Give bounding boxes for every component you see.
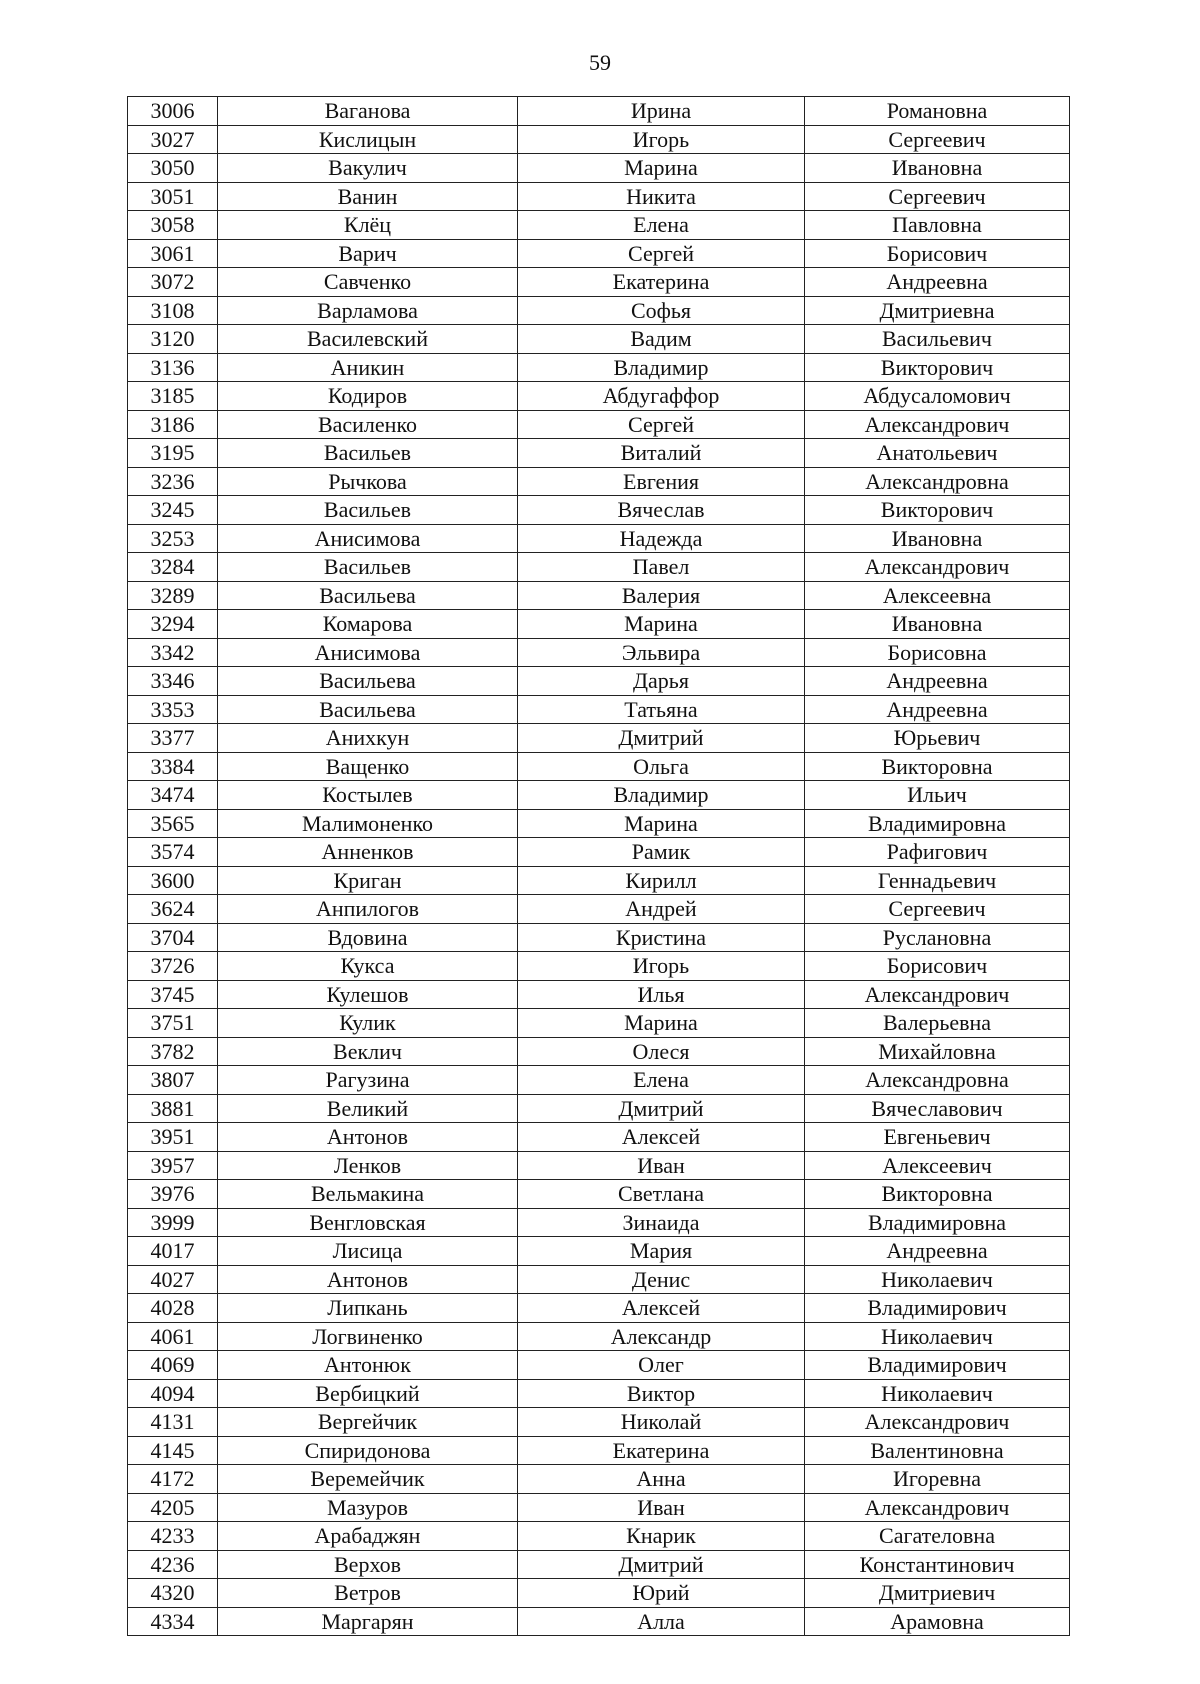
first-name-cell: Марина bbox=[518, 809, 805, 838]
last-name-cell: Великий bbox=[218, 1094, 518, 1123]
patronymic-cell: Александрович bbox=[805, 980, 1070, 1009]
row-id-cell: 3745 bbox=[128, 980, 218, 1009]
last-name-cell: Варич bbox=[218, 239, 518, 268]
last-name-cell: Логвиненко bbox=[218, 1322, 518, 1351]
first-name-cell: Сергей bbox=[518, 239, 805, 268]
last-name-cell: Клёц bbox=[218, 211, 518, 240]
first-name-cell: Кнарик bbox=[518, 1522, 805, 1551]
first-name-cell: Владимир bbox=[518, 781, 805, 810]
patronymic-cell: Юрьевич bbox=[805, 724, 1070, 753]
table-row bbox=[128, 1322, 1070, 1351]
table-row bbox=[128, 1550, 1070, 1579]
first-name-cell: Абдугаффор bbox=[518, 382, 805, 411]
first-name-cell: Сергей bbox=[518, 410, 805, 439]
table-row bbox=[128, 667, 1070, 696]
last-name-cell: Ваганова bbox=[218, 97, 518, 126]
last-name-cell: Кодиров bbox=[218, 382, 518, 411]
last-name-cell: Веклич bbox=[218, 1037, 518, 1066]
first-name-cell: Илья bbox=[518, 980, 805, 1009]
row-id-cell: 3574 bbox=[128, 838, 218, 867]
last-name-cell: Рагузина bbox=[218, 1066, 518, 1095]
last-name-cell: Веремейчик bbox=[218, 1465, 518, 1494]
table-row bbox=[128, 895, 1070, 924]
first-name-cell: Марина bbox=[518, 610, 805, 639]
first-name-cell: Эльвира bbox=[518, 638, 805, 667]
row-id-cell: 3120 bbox=[128, 325, 218, 354]
table-row bbox=[128, 524, 1070, 553]
row-id-cell: 4233 bbox=[128, 1522, 218, 1551]
table-row bbox=[128, 1237, 1070, 1266]
first-name-cell: Мария bbox=[518, 1237, 805, 1266]
table-row bbox=[128, 581, 1070, 610]
patronymic-cell: Валентиновна bbox=[805, 1436, 1070, 1465]
last-name-cell: Арабаджян bbox=[218, 1522, 518, 1551]
row-id-cell: 4028 bbox=[128, 1294, 218, 1323]
patronymic-cell: Игоревна bbox=[805, 1465, 1070, 1494]
first-name-cell: Олеся bbox=[518, 1037, 805, 1066]
first-name-cell: Рамик bbox=[518, 838, 805, 867]
last-name-cell: Ленков bbox=[218, 1151, 518, 1180]
patronymic-cell: Андреевна bbox=[805, 695, 1070, 724]
patronymic-cell: Павловна bbox=[805, 211, 1070, 240]
table-row bbox=[128, 1408, 1070, 1437]
last-name-cell: Маргарян bbox=[218, 1607, 518, 1636]
first-name-cell: Марина bbox=[518, 154, 805, 183]
table-row bbox=[128, 638, 1070, 667]
table-row bbox=[128, 752, 1070, 781]
first-name-cell: Кирилл bbox=[518, 866, 805, 895]
row-id-cell: 4017 bbox=[128, 1237, 218, 1266]
first-name-cell: Владимир bbox=[518, 353, 805, 382]
last-name-cell: Анисимова bbox=[218, 524, 518, 553]
table-row bbox=[128, 809, 1070, 838]
patronymic-cell: Дмитриевич bbox=[805, 1579, 1070, 1608]
last-name-cell: Анненков bbox=[218, 838, 518, 867]
patronymic-cell: Александрович bbox=[805, 1408, 1070, 1437]
row-id-cell: 3474 bbox=[128, 781, 218, 810]
first-name-cell: Елена bbox=[518, 211, 805, 240]
first-name-cell: Игорь bbox=[518, 125, 805, 154]
table-row bbox=[128, 695, 1070, 724]
first-name-cell: Павел bbox=[518, 553, 805, 582]
first-name-cell: Алексей bbox=[518, 1123, 805, 1152]
first-name-cell: Екатерина bbox=[518, 268, 805, 297]
first-name-cell: Дмитрий bbox=[518, 724, 805, 753]
row-id-cell: 3136 bbox=[128, 353, 218, 382]
first-name-cell: Игорь bbox=[518, 952, 805, 981]
last-name-cell: Ванин bbox=[218, 182, 518, 211]
patronymic-cell: Андреевна bbox=[805, 268, 1070, 297]
row-id-cell: 3195 bbox=[128, 439, 218, 468]
row-id-cell: 3186 bbox=[128, 410, 218, 439]
table-row bbox=[128, 1009, 1070, 1038]
row-id-cell: 3624 bbox=[128, 895, 218, 924]
row-id-cell: 3294 bbox=[128, 610, 218, 639]
last-name-cell: Василенко bbox=[218, 410, 518, 439]
row-id-cell: 3284 bbox=[128, 553, 218, 582]
table-row bbox=[128, 1294, 1070, 1323]
row-id-cell: 3050 bbox=[128, 154, 218, 183]
last-name-cell: Комарова bbox=[218, 610, 518, 639]
table-row bbox=[128, 353, 1070, 382]
last-name-cell: Липкань bbox=[218, 1294, 518, 1323]
row-id-cell: 4145 bbox=[128, 1436, 218, 1465]
table-row bbox=[128, 410, 1070, 439]
last-name-cell: Кулик bbox=[218, 1009, 518, 1038]
row-id-cell: 3751 bbox=[128, 1009, 218, 1038]
last-name-cell: Антонов bbox=[218, 1265, 518, 1294]
table-row bbox=[128, 866, 1070, 895]
patronymic-cell: Сагателовна bbox=[805, 1522, 1070, 1551]
first-name-cell: Виталий bbox=[518, 439, 805, 468]
table-row bbox=[128, 1436, 1070, 1465]
patronymic-cell: Викторовна bbox=[805, 1180, 1070, 1209]
first-name-cell: Алла bbox=[518, 1607, 805, 1636]
patronymic-cell: Ивановна bbox=[805, 154, 1070, 183]
row-id-cell: 4172 bbox=[128, 1465, 218, 1494]
row-id-cell: 4131 bbox=[128, 1408, 218, 1437]
first-name-cell: Зинаида bbox=[518, 1208, 805, 1237]
first-name-cell: Вячеслав bbox=[518, 496, 805, 525]
patronymic-cell: Борисович bbox=[805, 239, 1070, 268]
last-name-cell: Василевский bbox=[218, 325, 518, 354]
row-id-cell: 4061 bbox=[128, 1322, 218, 1351]
first-name-cell: Виктор bbox=[518, 1379, 805, 1408]
first-name-cell: Дмитрий bbox=[518, 1550, 805, 1579]
last-name-cell: Ващенко bbox=[218, 752, 518, 781]
table-row bbox=[128, 325, 1070, 354]
table-row bbox=[128, 1037, 1070, 1066]
row-id-cell: 3353 bbox=[128, 695, 218, 724]
first-name-cell: Юрий bbox=[518, 1579, 805, 1608]
last-name-cell: Мазуров bbox=[218, 1493, 518, 1522]
first-name-cell: Марина bbox=[518, 1009, 805, 1038]
first-name-cell: Валерия bbox=[518, 581, 805, 610]
last-name-cell: Савченко bbox=[218, 268, 518, 297]
patronymic-cell: Борисович bbox=[805, 952, 1070, 981]
last-name-cell: Антонов bbox=[218, 1123, 518, 1152]
table-row bbox=[128, 923, 1070, 952]
first-name-cell: Александр bbox=[518, 1322, 805, 1351]
first-name-cell: Дмитрий bbox=[518, 1094, 805, 1123]
row-id-cell: 3346 bbox=[128, 667, 218, 696]
first-name-cell: Надежда bbox=[518, 524, 805, 553]
table-row bbox=[128, 1123, 1070, 1152]
table-row bbox=[128, 296, 1070, 325]
last-name-cell: Венгловская bbox=[218, 1208, 518, 1237]
last-name-cell: Вербицкий bbox=[218, 1379, 518, 1408]
first-name-cell: Светлана bbox=[518, 1180, 805, 1209]
table-row bbox=[128, 182, 1070, 211]
row-id-cell: 3881 bbox=[128, 1094, 218, 1123]
last-name-cell: Анисимова bbox=[218, 638, 518, 667]
table-row bbox=[128, 724, 1070, 753]
last-name-cell: Вдовина bbox=[218, 923, 518, 952]
last-name-cell: Антонюк bbox=[218, 1351, 518, 1380]
last-name-cell: Васильева bbox=[218, 581, 518, 610]
patronymic-cell: Арамовна bbox=[805, 1607, 1070, 1636]
first-name-cell: Никита bbox=[518, 182, 805, 211]
patronymic-cell: Абдусаломович bbox=[805, 382, 1070, 411]
row-id-cell: 4069 bbox=[128, 1351, 218, 1380]
row-id-cell: 3957 bbox=[128, 1151, 218, 1180]
table-row bbox=[128, 1379, 1070, 1408]
table-row bbox=[128, 239, 1070, 268]
row-id-cell: 4027 bbox=[128, 1265, 218, 1294]
row-id-cell: 3236 bbox=[128, 467, 218, 496]
patronymic-cell: Викторович bbox=[805, 496, 1070, 525]
patronymic-cell: Ивановна bbox=[805, 610, 1070, 639]
patronymic-cell: Сергеевич bbox=[805, 895, 1070, 924]
patronymic-cell: Александрович bbox=[805, 410, 1070, 439]
patronymic-cell: Ивановна bbox=[805, 524, 1070, 553]
row-id-cell: 3051 bbox=[128, 182, 218, 211]
first-name-cell: Елена bbox=[518, 1066, 805, 1095]
table-row bbox=[128, 1465, 1070, 1494]
table-row bbox=[128, 439, 1070, 468]
first-name-cell: Татьяна bbox=[518, 695, 805, 724]
table-row bbox=[128, 838, 1070, 867]
last-name-cell: Вакулич bbox=[218, 154, 518, 183]
patronymic-cell: Андреевна bbox=[805, 667, 1070, 696]
row-id-cell: 3600 bbox=[128, 866, 218, 895]
first-name-cell: Иван bbox=[518, 1151, 805, 1180]
last-name-cell: Анпилогов bbox=[218, 895, 518, 924]
first-name-cell: Анна bbox=[518, 1465, 805, 1494]
table-row bbox=[128, 980, 1070, 1009]
row-id-cell: 4094 bbox=[128, 1379, 218, 1408]
patronymic-cell: Викторовна bbox=[805, 752, 1070, 781]
first-name-cell: Денис bbox=[518, 1265, 805, 1294]
last-name-cell: Васильева bbox=[218, 695, 518, 724]
first-name-cell: Софья bbox=[518, 296, 805, 325]
row-id-cell: 3006 bbox=[128, 97, 218, 126]
patronymic-cell: Андреевна bbox=[805, 1237, 1070, 1266]
first-name-cell: Андрей bbox=[518, 895, 805, 924]
first-name-cell: Вадим bbox=[518, 325, 805, 354]
patronymic-cell: Евгеньевич bbox=[805, 1123, 1070, 1152]
patronymic-cell: Николаевич bbox=[805, 1265, 1070, 1294]
last-name-cell: Варламова bbox=[218, 296, 518, 325]
row-id-cell: 3253 bbox=[128, 524, 218, 553]
first-name-cell: Екатерина bbox=[518, 1436, 805, 1465]
first-name-cell: Николай bbox=[518, 1408, 805, 1437]
patronymic-cell: Николаевич bbox=[805, 1322, 1070, 1351]
patronymic-cell: Ильич bbox=[805, 781, 1070, 810]
patronymic-cell: Сергеевич bbox=[805, 182, 1070, 211]
first-name-cell: Ирина bbox=[518, 97, 805, 126]
patronymic-cell: Николаевич bbox=[805, 1379, 1070, 1408]
patronymic-cell: Валерьевна bbox=[805, 1009, 1070, 1038]
table-row bbox=[128, 781, 1070, 810]
patronymic-cell: Алексеевна bbox=[805, 581, 1070, 610]
last-name-cell: Васильев bbox=[218, 553, 518, 582]
table-row bbox=[128, 1351, 1070, 1380]
patronymic-cell: Васильевич bbox=[805, 325, 1070, 354]
row-id-cell: 3951 bbox=[128, 1123, 218, 1152]
first-name-cell: Евгения bbox=[518, 467, 805, 496]
last-name-cell: Малимоненко bbox=[218, 809, 518, 838]
patronymic-cell: Александрович bbox=[805, 1493, 1070, 1522]
table-row bbox=[128, 1607, 1070, 1636]
last-name-cell: Анихкун bbox=[218, 724, 518, 753]
last-name-cell: Кислицын bbox=[218, 125, 518, 154]
first-name-cell: Дарья bbox=[518, 667, 805, 696]
patronymic-cell: Рафигович bbox=[805, 838, 1070, 867]
table-row bbox=[128, 952, 1070, 981]
table-row bbox=[128, 1066, 1070, 1095]
row-id-cell: 3782 bbox=[128, 1037, 218, 1066]
patronymic-cell: Владимирович bbox=[805, 1294, 1070, 1323]
patronymic-cell: Александровна bbox=[805, 467, 1070, 496]
row-id-cell: 4334 bbox=[128, 1607, 218, 1636]
row-id-cell: 3072 bbox=[128, 268, 218, 297]
patronymic-cell: Анатольевич bbox=[805, 439, 1070, 468]
last-name-cell: Лисица bbox=[218, 1237, 518, 1266]
table-row bbox=[128, 1208, 1070, 1237]
last-name-cell: Криган bbox=[218, 866, 518, 895]
last-name-cell: Костылев bbox=[218, 781, 518, 810]
row-id-cell: 3704 bbox=[128, 923, 218, 952]
last-name-cell: Аникин bbox=[218, 353, 518, 382]
patronymic-cell: Вячеславович bbox=[805, 1094, 1070, 1123]
table-row bbox=[128, 1265, 1070, 1294]
first-name-cell: Олег bbox=[518, 1351, 805, 1380]
table-row bbox=[128, 553, 1070, 582]
first-name-cell: Иван bbox=[518, 1493, 805, 1522]
patronymic-cell: Руслановна bbox=[805, 923, 1070, 952]
last-name-cell: Спиридонова bbox=[218, 1436, 518, 1465]
table-row bbox=[128, 1579, 1070, 1608]
first-name-cell: Кристина bbox=[518, 923, 805, 952]
table-row bbox=[128, 125, 1070, 154]
row-id-cell: 3342 bbox=[128, 638, 218, 667]
patronymic-cell: Дмитриевна bbox=[805, 296, 1070, 325]
row-id-cell: 3185 bbox=[128, 382, 218, 411]
patronymic-cell: Геннадьевич bbox=[805, 866, 1070, 895]
page-number: 59 bbox=[589, 50, 611, 75]
row-id-cell: 3807 bbox=[128, 1066, 218, 1095]
table-row bbox=[128, 467, 1070, 496]
last-name-cell: Кулешов bbox=[218, 980, 518, 1009]
row-id-cell: 3058 bbox=[128, 211, 218, 240]
row-id-cell: 3565 bbox=[128, 809, 218, 838]
last-name-cell: Рычкова bbox=[218, 467, 518, 496]
table-row bbox=[128, 268, 1070, 297]
last-name-cell: Васильев bbox=[218, 496, 518, 525]
last-name-cell: Вергейчик bbox=[218, 1408, 518, 1437]
row-id-cell: 3976 bbox=[128, 1180, 218, 1209]
last-name-cell: Кукса bbox=[218, 952, 518, 981]
table-row bbox=[128, 97, 1070, 126]
table-row bbox=[128, 610, 1070, 639]
patronymic-cell: Алексеевич bbox=[805, 1151, 1070, 1180]
patronymic-cell: Михайловна bbox=[805, 1037, 1070, 1066]
roster-body bbox=[128, 97, 1070, 1636]
patronymic-cell: Александрович bbox=[805, 553, 1070, 582]
patronymic-cell: Владимирович bbox=[805, 1351, 1070, 1380]
table-row bbox=[128, 1522, 1070, 1551]
row-id-cell: 3289 bbox=[128, 581, 218, 610]
first-name-cell: Ольга bbox=[518, 752, 805, 781]
row-id-cell: 4205 bbox=[128, 1493, 218, 1522]
table-row bbox=[128, 211, 1070, 240]
row-id-cell: 3245 bbox=[128, 496, 218, 525]
row-id-cell: 3377 bbox=[128, 724, 218, 753]
row-id-cell: 4236 bbox=[128, 1550, 218, 1579]
row-id-cell: 3384 bbox=[128, 752, 218, 781]
row-id-cell: 3726 bbox=[128, 952, 218, 981]
table-row bbox=[128, 382, 1070, 411]
table-row bbox=[128, 154, 1070, 183]
patronymic-cell: Викторович bbox=[805, 353, 1070, 382]
patronymic-cell: Константинович bbox=[805, 1550, 1070, 1579]
table-row bbox=[128, 1180, 1070, 1209]
last-name-cell: Вельмакина bbox=[218, 1180, 518, 1209]
roster-table bbox=[127, 96, 1070, 1636]
patronymic-cell: Владимировна bbox=[805, 809, 1070, 838]
row-id-cell: 4320 bbox=[128, 1579, 218, 1608]
patronymic-cell: Борисовна bbox=[805, 638, 1070, 667]
patronymic-cell: Александровна bbox=[805, 1066, 1070, 1095]
row-id-cell: 3108 bbox=[128, 296, 218, 325]
table-row bbox=[128, 1151, 1070, 1180]
patronymic-cell: Владимировна bbox=[805, 1208, 1070, 1237]
row-id-cell: 3027 bbox=[128, 125, 218, 154]
patronymic-cell: Романовна bbox=[805, 97, 1070, 126]
last-name-cell: Васильева bbox=[218, 667, 518, 696]
first-name-cell: Алексей bbox=[518, 1294, 805, 1323]
table-row bbox=[128, 1094, 1070, 1123]
last-name-cell: Васильев bbox=[218, 439, 518, 468]
last-name-cell: Ветров bbox=[218, 1579, 518, 1608]
row-id-cell: 3999 bbox=[128, 1208, 218, 1237]
last-name-cell: Верхов bbox=[218, 1550, 518, 1579]
table-row bbox=[128, 1493, 1070, 1522]
row-id-cell: 3061 bbox=[128, 239, 218, 268]
patronymic-cell: Сергеевич bbox=[805, 125, 1070, 154]
table-row bbox=[128, 496, 1070, 525]
